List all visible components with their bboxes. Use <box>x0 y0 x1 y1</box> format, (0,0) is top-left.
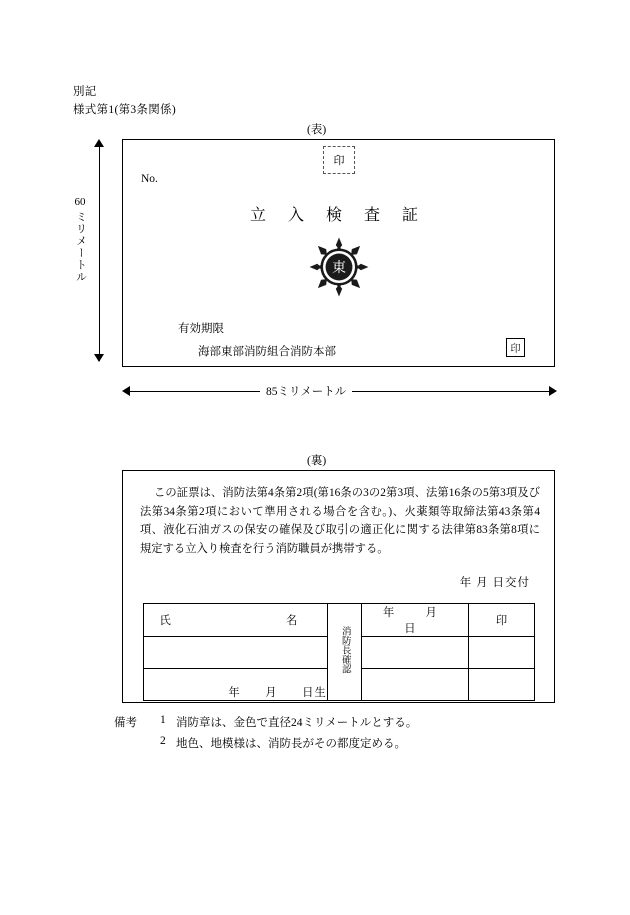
card-number-label: No. <box>141 173 158 185</box>
cell-stamp-value-2 <box>469 669 535 701</box>
vertical-dimension-arrow-bottom <box>94 354 104 362</box>
horizontal-dimension-arrow-right <box>549 386 557 396</box>
column-header-name: 氏 名 <box>144 604 328 637</box>
back-side-label: (裏) <box>307 455 327 467</box>
cell-stamp-value <box>469 637 535 669</box>
column-header-stamp: 印 <box>469 604 535 637</box>
appendix-label: 別記 <box>73 86 97 98</box>
horizontal-dimension-label: 85ミリメートル <box>260 383 352 399</box>
note-1-number: 1 <box>160 714 166 726</box>
expiry-label: 有効期限 <box>178 323 224 335</box>
organization-name: 海部東部消防組合消防本部 <box>198 346 336 358</box>
vertical-dimension-number: 60 <box>74 196 86 208</box>
note-2-text: 地色、地模様は、消防長がその都度定める。 <box>176 738 406 750</box>
svg-text:東: 東 <box>331 260 346 277</box>
column-header-date: 年 月 日 <box>361 604 468 637</box>
cell-name-value <box>144 637 328 669</box>
seal-placeholder-box: 印 <box>323 146 355 174</box>
vertical-dimension-unit: ミリメートル <box>74 211 87 283</box>
vertical-dimension-line <box>99 145 100 361</box>
table-header-row <box>144 604 535 637</box>
cell-date-value-2 <box>361 669 468 701</box>
note-1-text: 消防章は、金色で直径24ミリメートルとする。 <box>176 717 418 729</box>
form-number-label: 様式第1(第3条関係) <box>73 104 176 116</box>
note-2-number: 2 <box>160 735 166 747</box>
notes-label: 備考 <box>114 717 137 729</box>
chief-confirm-label: 消防長確認 <box>339 626 350 674</box>
official-stamp-box: 印 <box>506 338 525 357</box>
cell-birthdate-value: 年 月 日生 <box>144 669 328 701</box>
back-body-text: この証票は、消防法第4条第2項(第16条の3の2第3項、法第16条の5第3項及び法第34条第2項において準用される場合を含む。)、火薬類等取締法第43条第4項、液化石油ガスの保安の確保及び取引の適正化に関する法律第83条第8項に規定する立入り検査を行う消防職員が携帯する。 <box>140 487 540 555</box>
front-side-label: (表) <box>307 124 327 136</box>
holder-info-table <box>143 603 535 701</box>
inspection-card-back <box>122 470 555 703</box>
issue-date-line: 年 月 日交付 <box>459 577 530 589</box>
card-title: 立 入 検 査 証 <box>249 207 427 224</box>
fire-department-emblem-icon <box>307 235 371 299</box>
cell-date-value <box>361 637 468 669</box>
column-header-chief-confirm <box>327 604 361 701</box>
vertical-dimension-label <box>67 196 93 283</box>
inspection-card-front <box>122 139 555 367</box>
